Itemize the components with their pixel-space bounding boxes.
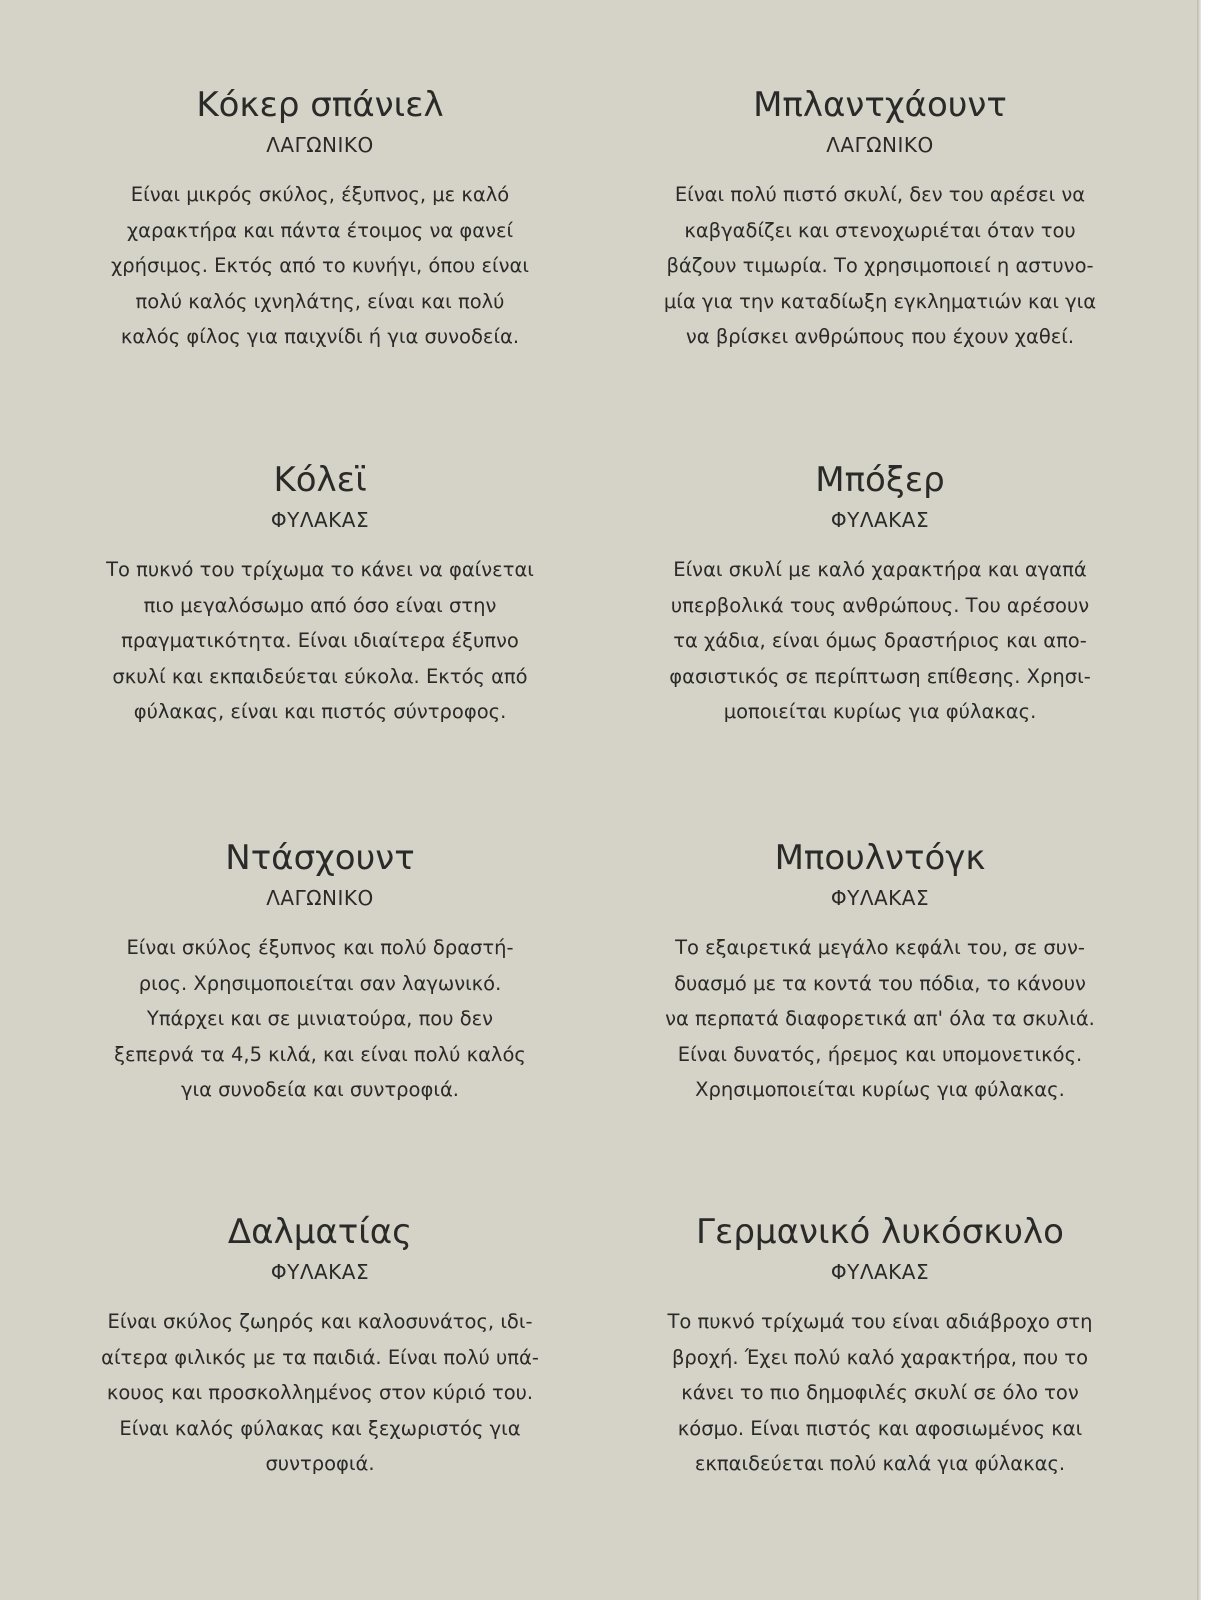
description-line: Το εξαιρετικά μεγάλο κεφάλι του, σε συν-	[675, 936, 1085, 959]
breed-category: ΦΥΛΑΚΑΣ	[270, 508, 370, 532]
breed-description	[40, 552, 600, 730]
breed-card-boxer	[600, 458, 1160, 730]
description-line: Είναι σκύλος ζωηρός και καλοσυνάτος, ιδι-	[107, 1310, 533, 1333]
description-line: κάνει το πιο δημοφιλές σκυλί σε όλο τον	[681, 1381, 1079, 1404]
breed-title: Γερμανικό λυκόσκυλο	[696, 1212, 1064, 1252]
breed-description	[40, 1304, 600, 1482]
description-line: φύλακας, είναι και πιστός σύντροφος.	[133, 700, 507, 723]
breed-title: Μπουλντόγκ	[774, 838, 986, 878]
description-line: Είναι σκυλί με καλό χαρακτήρα και αγαπά	[673, 558, 1087, 581]
breed-description	[600, 1304, 1160, 1482]
description-line: να βρίσκει ανθρώπους που έχουν χαθεί.	[685, 325, 1075, 348]
breed-category: ΦΥΛΑΚΑΣ	[830, 886, 930, 910]
description-line: Χρησιμοποιείται κυρίως για φύλακας.	[695, 1078, 1065, 1101]
description-line: καλός φίλος για παιχνίδι ή για συνοδεία.	[120, 325, 520, 348]
description-line: υπερβολικά τους ανθρώπους. Του αρέσουν	[670, 593, 1090, 617]
description-line: μία για την καταδίωξη εγκληματιών και για	[663, 289, 1097, 313]
description-line: κουος και προσκολλημένος στον κύριό του.	[106, 1381, 534, 1404]
breed-category: ΦΥΛΑΚΑΣ	[830, 508, 930, 532]
description-line: ξεπερνά τα 4,5 κιλά, και είναι πολύ καλός	[114, 1042, 526, 1066]
description-line: ριος. Χρησιμοποιείται σαν λαγωνικό.	[138, 971, 502, 995]
description-line: βροχή. Έχει πολύ καλό χαρακτήρα, που το	[671, 1345, 1089, 1369]
breed-title: Μπόξερ	[815, 460, 945, 500]
description-line: δυασμό με τα κοντά του πόδια, το κάνουν	[674, 971, 1086, 995]
description-line: φασιστικός σε περίπτωση επίθεσης. Χρησι-	[669, 664, 1091, 688]
breed-card-cocker-spaniel	[40, 83, 600, 355]
breed-description	[600, 177, 1160, 355]
breed-card-dalmatian	[40, 1210, 600, 1482]
description-line: αίτερα φιλικός με τα παιδιά. Είναι πολύ υπά-	[101, 1345, 539, 1369]
description-line: εκπαιδεύεται πολύ καλά για φύλακας.	[694, 1452, 1066, 1475]
breed-card-bloodhound	[600, 83, 1160, 355]
breed-title: Κόκερ σπάνιελ	[196, 85, 444, 125]
description-line: Είναι πολύ πιστό σκυλί, δεν του αρέσει να	[674, 183, 1086, 206]
breed-description	[600, 552, 1160, 730]
breed-card-collie	[40, 458, 600, 730]
description-line: πραγματικότητα. Είναι ιδιαίτερα έξυπνο	[121, 629, 519, 652]
description-line: Είναι δυνατός, ήρεμος και υπομονετικός.	[677, 1042, 1083, 1066]
breed-title: Ντάσχουντ	[225, 838, 415, 878]
description-line: να περπατά διαφορετικά απ' όλα τα σκυλιά.	[665, 1007, 1095, 1030]
description-line: σκυλί και εκπαιδεύεται εύκολα. Εκτός από	[112, 664, 528, 688]
description-line: συντροφιά.	[265, 1452, 375, 1475]
description-line: για συνοδεία και συντροφιά.	[180, 1078, 460, 1101]
breed-category: ΦΥΛΑΚΑΣ	[270, 1260, 370, 1284]
breed-description	[600, 930, 1160, 1108]
breed-description	[40, 930, 600, 1108]
paper-edge	[1197, 0, 1201, 1600]
breed-category: ΛΑΓΩΝΙΚΟ	[266, 886, 374, 910]
description-line: πολύ καλός ιχνηλάτης, είναι και πολύ	[135, 289, 505, 313]
description-line: χρήσιμος. Εκτός από το κυνήγι, όπου είναι	[111, 254, 529, 277]
breed-category: ΛΑΓΩΝΙΚΟ	[826, 133, 934, 157]
breed-category: ΛΑΓΩΝΙΚΟ	[266, 133, 374, 157]
description-line: Είναι καλός φύλακας και ξεχωριστός για	[119, 1416, 521, 1440]
description-line: Το πυκνό του τρίχωμα το κάνει να φαίνεται	[106, 558, 534, 581]
breed-description	[40, 177, 600, 355]
description-line: Το πυκνό τρίχωμά του είναι αδιάβροχο στη	[667, 1310, 1093, 1333]
description-line: Είναι μικρός σκύλος, έξυπνος, με καλό	[130, 183, 510, 206]
breed-title: Μπλαντχάουντ	[753, 85, 1007, 125]
description-line: βάζουν τιμωρία. Το χρησιμοποιεί η αστυνο-	[666, 254, 1094, 277]
description-line: τα χάδια, είναι όμως δραστήριος και απο-	[673, 629, 1087, 652]
description-line: Υπάρχει και σε μινιατούρα, που δεν	[146, 1007, 494, 1030]
description-line: χαρακτήρα και πάντα έτοιμος να φανεί	[126, 218, 514, 242]
description-line: μοποιείται κυρίως για φύλακας.	[723, 700, 1037, 723]
description-line: καβγαδίζει και στενοχωριέται όταν του	[684, 218, 1076, 242]
description-line: Είναι σκύλος έξυπνος και πολύ δραστή-	[126, 936, 514, 959]
breed-card-german-shepherd	[600, 1210, 1160, 1482]
breed-category: ΦΥΛΑΚΑΣ	[830, 1260, 930, 1284]
description-line: κόσμο. Είναι πιστός και αφοσιωμένος και	[677, 1416, 1083, 1440]
description-line: πιο μεγαλόσωμο από όσο είναι στην	[143, 593, 497, 617]
breed-title: Δαλματίας	[227, 1212, 413, 1252]
breed-card-dachshund	[40, 836, 600, 1108]
breed-card-bulldog	[600, 836, 1160, 1108]
breed-title: Κόλεϊ	[273, 460, 367, 500]
